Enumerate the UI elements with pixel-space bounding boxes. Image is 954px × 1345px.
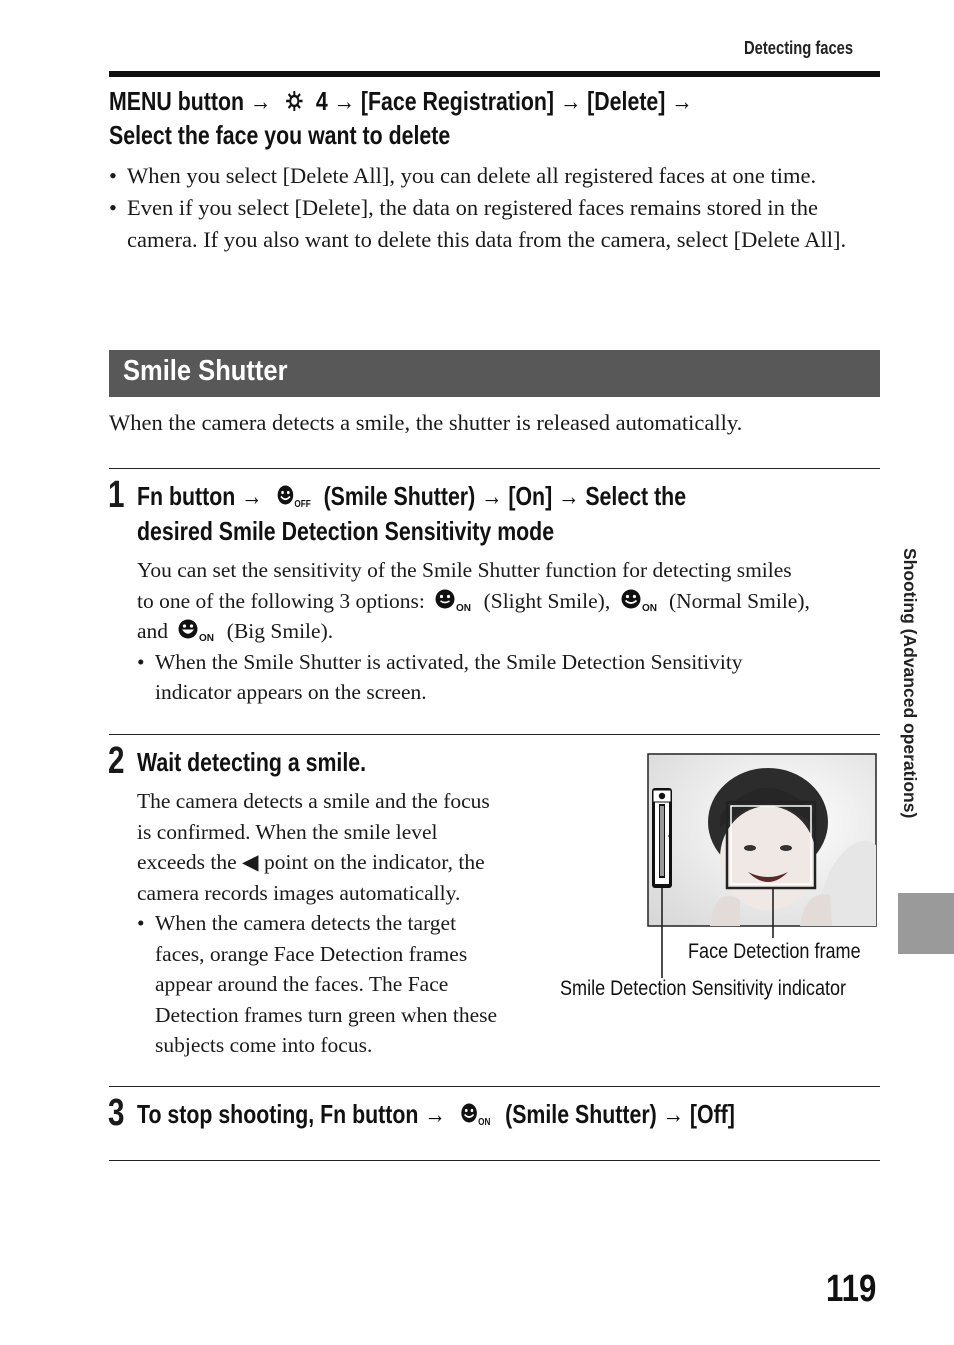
step2-note-line: faces, orange Face Detection frames: [155, 941, 468, 966]
step2-body-line: camera records images automatically.: [137, 880, 461, 905]
step1-note: [137, 647, 879, 708]
step2-body-line: The camera detects a smile and the focus: [137, 789, 490, 813]
smile-on-icon-slight: [434, 588, 474, 612]
caption-smile-sensitivity-indicator: Smile Detection Sensitivity indicator: [560, 977, 847, 1000]
delete-notes: [109, 160, 879, 256]
step2-note-line: Detection frames turn green when these: [155, 1002, 498, 1027]
running-header: Detecting faces: [744, 38, 854, 58]
svg-text:ON: ON: [456, 602, 472, 612]
step1-title-b: (Smile Shutter) → [On] → Select the: [323, 481, 687, 511]
header-rule: [109, 71, 880, 77]
step2-note-line: • When the camera detects the target: [155, 911, 457, 935]
smile-on-icon-normal: [620, 588, 660, 612]
gear-custom-icon: [284, 90, 305, 112]
step2-note-line: subjects come into focus.: [155, 1033, 373, 1057]
step2-note: [137, 908, 547, 1061]
step1-body-line2: [137, 586, 879, 617]
menu-path-heading-line1: [109, 86, 693, 117]
smile-off-icon: [277, 484, 313, 508]
step1-and: and: [137, 619, 169, 643]
page-number: 119: [826, 1268, 877, 1310]
option-slight-smile: (Slight Smile),: [483, 588, 611, 613]
smile-on-icon: [460, 1102, 493, 1126]
step1-note-line2: indicator appears on the screen.: [155, 680, 427, 704]
step2-rule: [109, 734, 880, 735]
step1-body: [137, 555, 879, 708]
step3-bottom-rule: [109, 1160, 880, 1161]
delete-note-1: • When you select [Delete All], you can delete all registered faces at one time.: [109, 160, 879, 192]
step1-body-b: to one of the following 3 options:: [137, 588, 425, 613]
menu-path-part1: MENU button →: [109, 86, 272, 116]
step1-note-line1: • When the Smile Shutter is activated, the Smile Detection Sensitivity: [155, 649, 743, 674]
step3-title-a: To stop shooting, Fn button →: [137, 1099, 446, 1129]
svg-text:OFF: OFF: [294, 498, 312, 508]
step2-number: 2: [108, 740, 125, 782]
svg-text:ON: ON: [199, 633, 215, 642]
step3-title: [137, 1099, 735, 1130]
step3-title-b: (Smile Shutter) → [Off]: [505, 1099, 735, 1129]
step1-body-line3: [137, 616, 879, 647]
option-normal-smile: (Normal Smile),: [668, 588, 810, 613]
step1-title-line1: [137, 481, 686, 512]
step2-note-line: appear around the faces. The Face: [155, 972, 449, 996]
option-big-smile: (Big Smile).: [226, 619, 334, 643]
side-tab-label-wrapper: [896, 548, 920, 878]
step1-body-line1: You can set the sensitivity of the Smile Shutter function for detecting smiles: [137, 558, 792, 582]
smile-on-icon-big: [177, 618, 217, 642]
menu-path-part2: 4 → [Face Registration] → [Delete] →: [315, 86, 693, 116]
step2-title: Wait detecting a smile.: [137, 747, 367, 777]
step2-body-line: exceeds the ◀ point on the indicator, the: [137, 850, 485, 874]
step1-title-a: Fn button →: [137, 481, 263, 511]
step1-title-line2: desired Smile Detection Sensitivity mode: [137, 516, 555, 546]
section-title: Smile Shutter: [123, 355, 288, 387]
menu-path-heading-line2: Select the face you want to delete: [109, 120, 451, 150]
side-tab-label: Shooting (Advanced operations): [900, 548, 920, 819]
svg-text:ON: ON: [477, 1116, 491, 1126]
step3-number: 3: [108, 1092, 125, 1134]
caption-face-detection-frame: Face Detection frame: [688, 940, 861, 963]
svg-text:ON: ON: [641, 602, 657, 612]
side-tab-marker: [898, 893, 954, 954]
delete-note-2: • Even if you select [Delete], the data on registered faces remains stored in the camera. If you also want to delete this data from the camera, select [Delete All].: [109, 192, 879, 256]
step1-number: 1: [108, 474, 125, 516]
intro-text: When the camera detects a smile, the shutter is released automatically.: [109, 410, 743, 435]
step3-rule: [109, 1086, 880, 1087]
step2-body: [137, 786, 547, 1061]
step2-body-line: is confirmed. When the smile level: [137, 819, 438, 844]
step1-rule: [109, 468, 880, 469]
